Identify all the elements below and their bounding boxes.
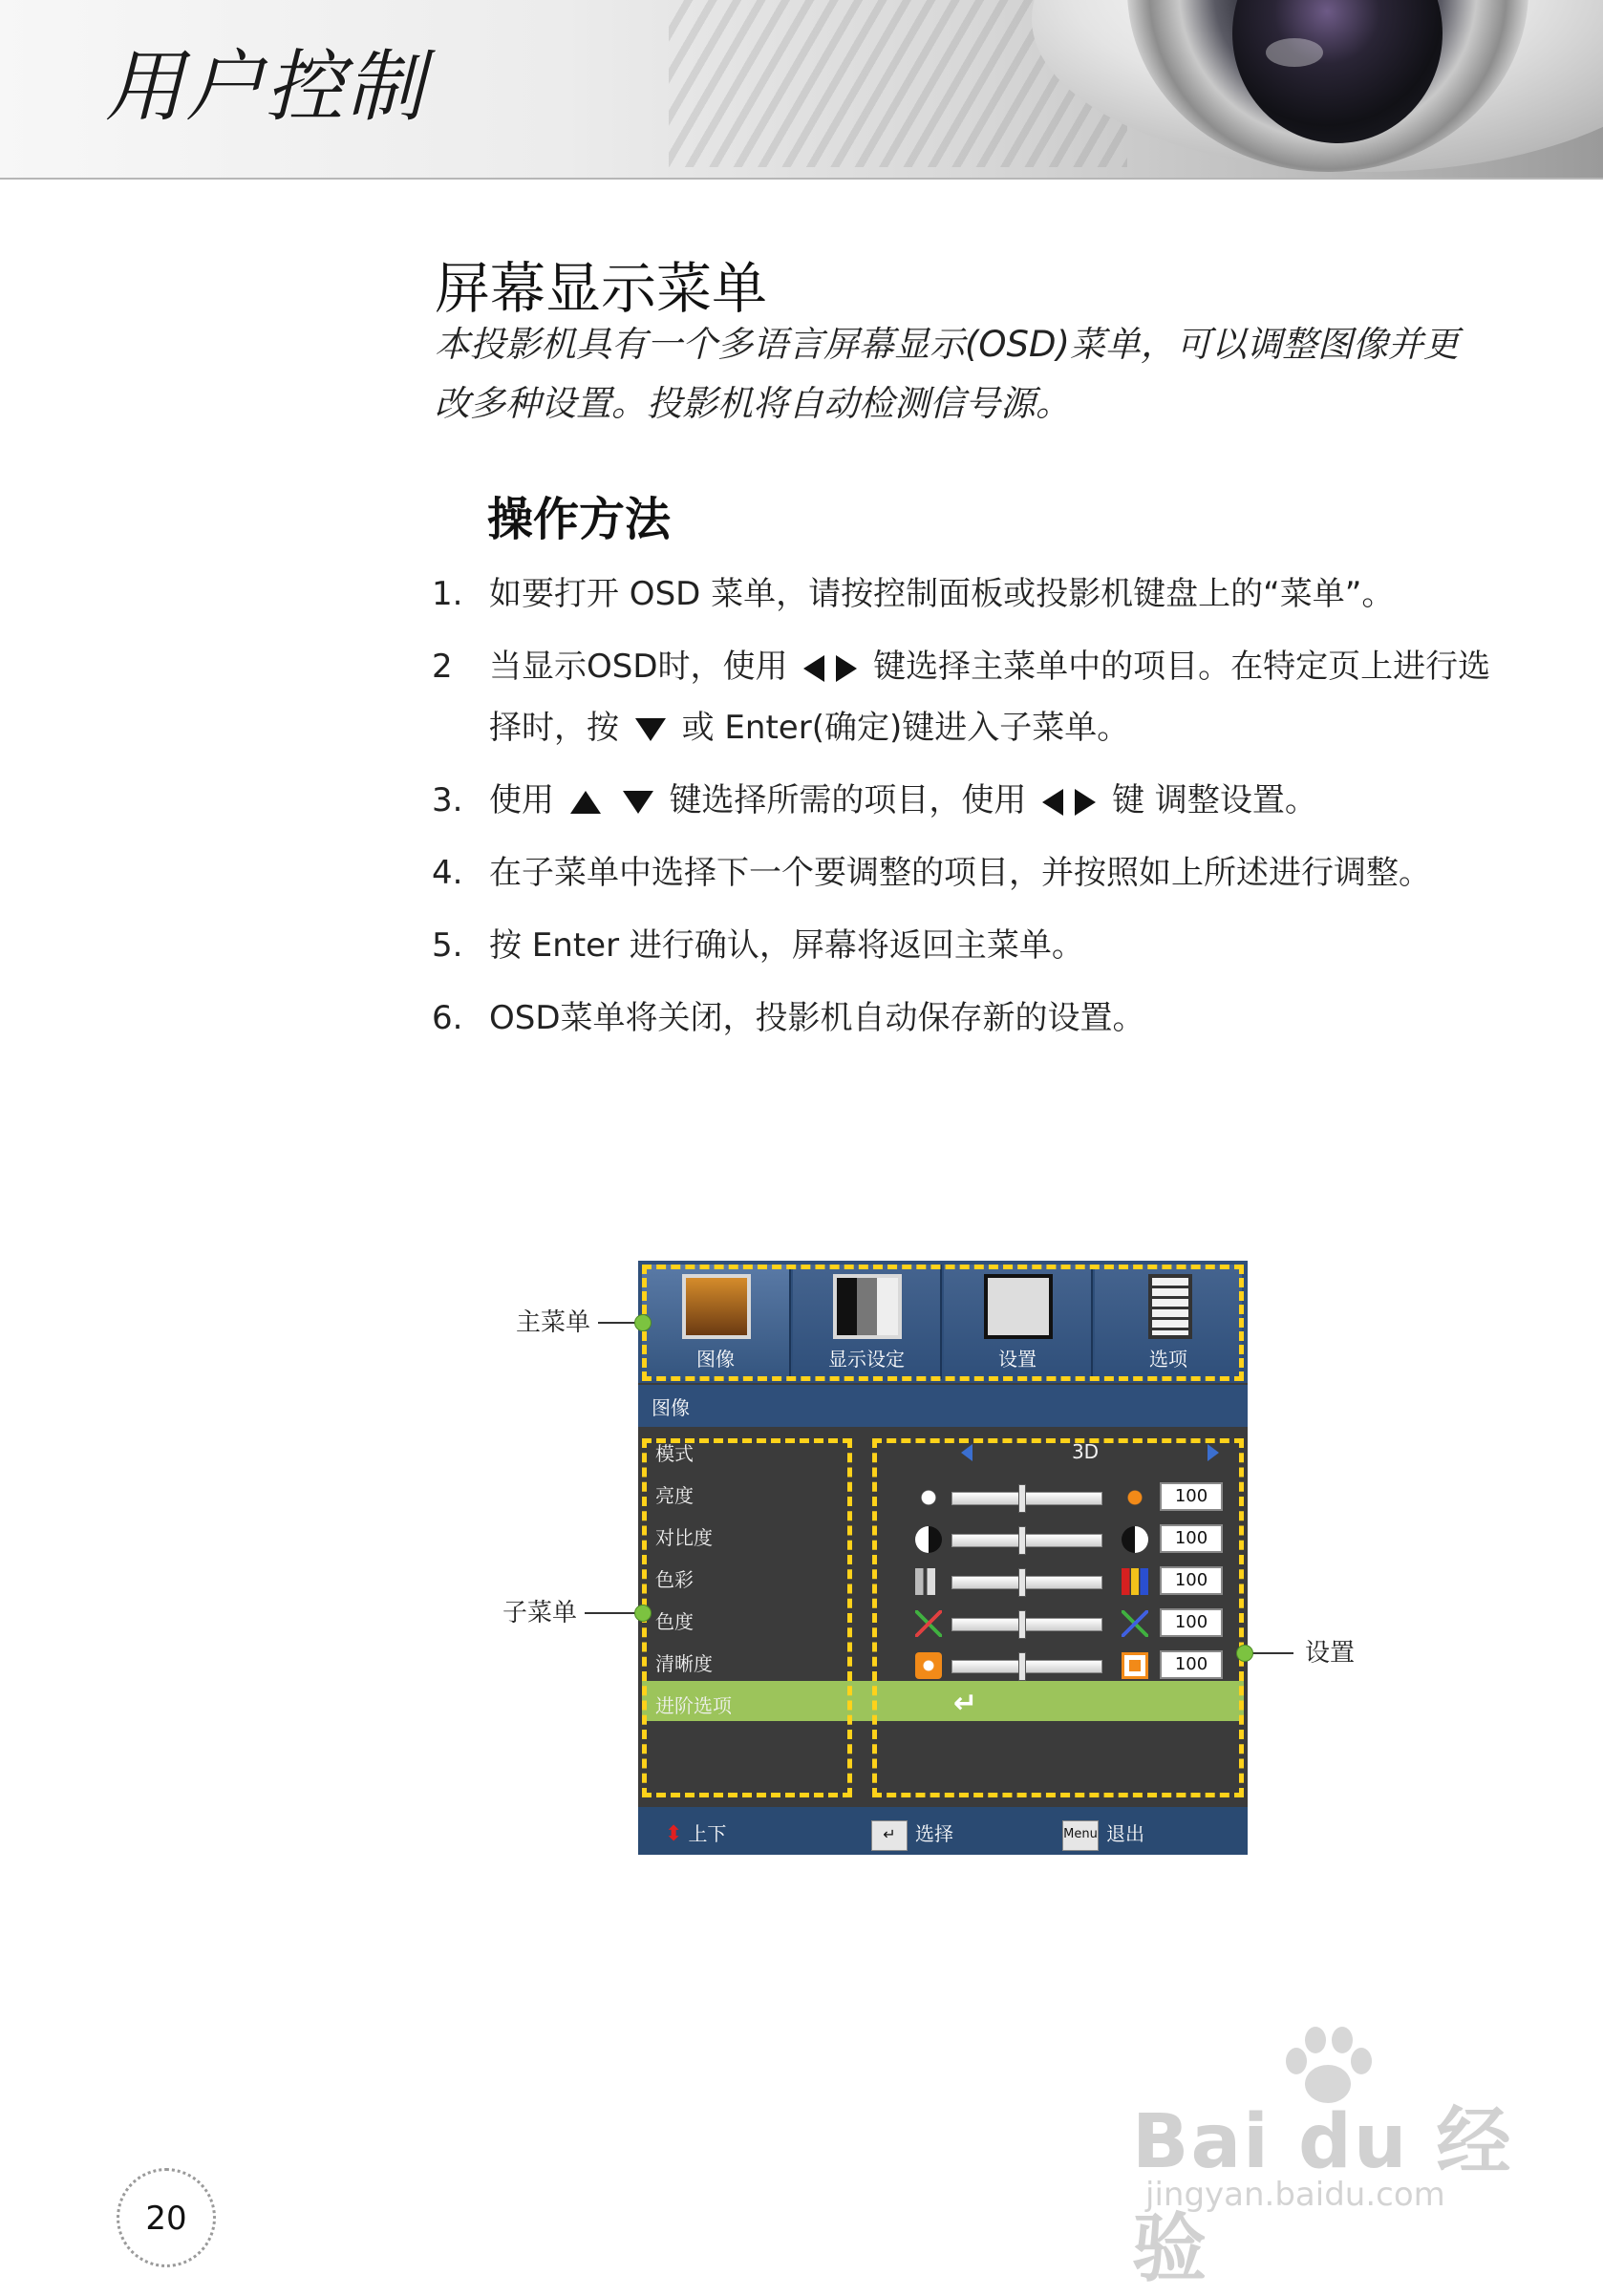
enter-icon[interactable]: ↵ [953,1687,978,1720]
enter-key-icon: ↵ [871,1820,908,1851]
osd-menu-figure [638,1261,1248,1855]
callout-line [585,1612,642,1614]
step-text-part: 键选择主菜单中的项目。在特定页上进行选择时，按 [489,648,1491,747]
step-text [489,636,1521,758]
osd-item-contrast[interactable]: 对比度 [655,1526,713,1549]
step-text-part: 当显示OSD时，使用 [489,648,788,686]
callout-dot [1236,1645,1253,1662]
step-5 [432,915,1521,976]
osd-item-advanced[interactable]: 进阶选项 [655,1694,732,1717]
footer-updown [665,1818,726,1846]
step-text [489,770,1521,831]
mode-value: 3D [1071,1440,1100,1463]
watermark-brand: Bai du 经验 [1132,2099,1513,2292]
down-arrow-icon [635,718,666,741]
tab-label: 设置 [998,1348,1037,1371]
footer-select [871,1818,953,1851]
section-title: 屏幕显示菜单 [435,256,768,321]
menu-key-icon: Menu [1062,1820,1099,1851]
page-number-badge [117,2168,216,2267]
slider-value: 100 [1160,1566,1223,1595]
left-arrow-icon [1042,789,1063,816]
callout-main-menu: 主菜单 [516,1308,591,1337]
tab-label: 选项 [1149,1348,1187,1371]
slider-value: 100 [1160,1608,1223,1637]
footer-label: 上下 [688,1822,727,1845]
callout-submenu: 子菜单 [502,1599,578,1627]
step-1 [432,563,1521,625]
callout-dot [634,1314,652,1331]
step-number: 3. [432,781,463,819]
right-arrow-icon [836,655,857,682]
callout-dot [634,1605,652,1622]
up-arrow-icon [570,791,601,814]
footer-exit [1062,1818,1144,1851]
osd-item-sharpness[interactable]: 清晰度 [655,1652,713,1675]
callout-settings: 设置 [1305,1639,1356,1668]
step-text-part: 键选择所需的项目，使用 [669,781,1027,819]
step-2 [432,636,1521,758]
step-3 [432,770,1521,831]
submenu-region [642,1438,852,1797]
right-arrow-icon [1075,789,1096,816]
step-number: 1. [432,575,463,613]
down-arrow-icon [623,791,653,814]
step-text-part: 键 调整设置。 [1112,781,1317,819]
lens-glint [1266,38,1323,67]
step-text-part: 使用 [489,781,554,819]
main-menu-region [642,1265,1244,1381]
operation-title: 操作方法 [487,493,672,546]
osd-item-brightness[interactable]: 亮度 [655,1484,694,1507]
tab-label: 图像 [696,1348,735,1371]
step-number: 5. [432,926,463,965]
tab-label: 显示设定 [828,1348,905,1371]
step-number: 6. [432,999,463,1037]
osd-item-color[interactable]: 色彩 [655,1568,694,1591]
footer-label: 退出 [1106,1822,1144,1845]
left-arrow-icon [803,655,824,682]
step-number: 2 [432,648,453,686]
settings-region [872,1438,1244,1797]
watermark-url: jingyan.baidu.com [1145,2176,1445,2214]
footer-label: 选择 [915,1822,953,1845]
osd-section-header [638,1385,1248,1427]
step-text: 如要打开 OSD 菜单，请按控制面板或投影机键盘上的“菜单”。 [489,575,1395,613]
baidu-watermark [1132,2025,1533,2292]
osd-item-mode[interactable]: 模式 [655,1442,694,1465]
osd-footer [638,1807,1248,1855]
slider-value: 100 [1160,1650,1223,1679]
section-intro: 本投影机具有一个多语言屏幕显示(OSD)菜单，可以调整图像并更改多种设置。投影机将自动检测信号源。 [435,324,1459,424]
header-divider [0,178,1603,180]
steps-list [432,563,1521,1060]
slider-value: 100 [1160,1524,1223,1553]
step-text: 按 Enter 进行确认，屏幕将返回主菜单。 [489,926,1084,965]
updown-arrow-icon: ⬍ [665,1822,683,1846]
step-text: OSD菜单将关闭，投影机自动保存新的设置。 [489,999,1145,1037]
step-text: 在子菜单中选择下一个要调整的项目，并按照如上所述进行调整。 [489,854,1431,892]
header-banner [0,0,1603,180]
slider-value: 100 [1160,1482,1223,1511]
osd-section-label: 图像 [652,1396,690,1419]
page-number: 20 [145,2200,187,2238]
step-6 [432,988,1521,1049]
step-text-part: 或 Enter(确定)键进入子菜单。 [681,709,1130,747]
osd-item-tint[interactable]: 色度 [655,1610,694,1633]
step-4 [432,842,1521,904]
chapter-title: 用户控制 [105,42,426,133]
step-number: 4. [432,854,463,892]
